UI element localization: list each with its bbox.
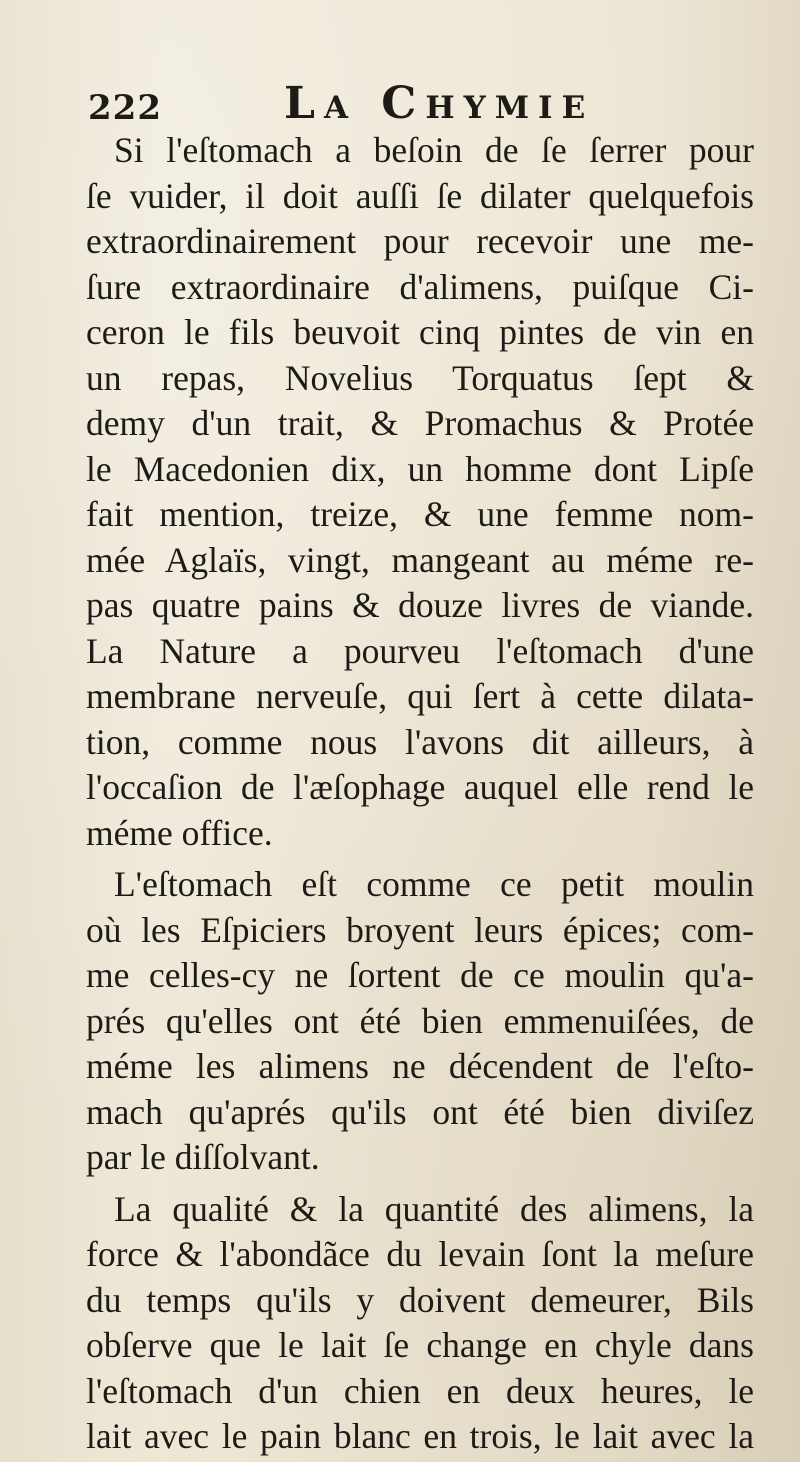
text-line: fait mention, treize, & une femme nom-: [86, 494, 754, 534]
text-line: Si l'eſtomach a beſoin de ſe ſerrer pour: [114, 130, 754, 170]
running-title: La Chymie: [284, 78, 595, 129]
text-line: me celles-cy ne ſortent de ce moulin qu'a-: [86, 955, 754, 995]
text-line: ſure extraordinaire d'alimens, puiſque Ci-: [86, 266, 754, 307]
text-line: mach qu'aprés qu'ils ont été bien diviſez: [86, 1091, 754, 1132]
text-line: où les Eſpiciers broyent leurs épices; com-: [86, 909, 754, 950]
text-line: demy d'un trait, & Promachus & Protée: [86, 403, 754, 443]
text-line: La Nature a pourveu l'eſtomach d'une: [86, 630, 754, 671]
paragraph-2: [86, 862, 754, 1181]
text-line: La qualité & la quantité des alimens, la: [114, 1188, 754, 1229]
text-line: tion, comme nous l'avons dit ailleurs, à: [86, 721, 754, 762]
body-text: [86, 128, 754, 1460]
text-line: par le diſſolvant.: [86, 1137, 320, 1177]
text-line: obſerve que le lait ſe change en chyle dans: [86, 1325, 754, 1365]
text-line: le Macedonien dix, un homme dont Lipſe: [86, 448, 754, 489]
running-head: [88, 78, 748, 134]
text-line: membrane nerveuſe, qui ſert à cette dilata-: [86, 676, 754, 716]
text-line: l'eſtomach d'un chien en deux heures, le: [86, 1370, 754, 1411]
text-line: lait avec le pain blanc en trois, le lait avec la: [86, 1416, 754, 1456]
paragraph-3: [86, 1187, 754, 1460]
text-line: méme les alimens ne décendent de l'eſto-: [86, 1046, 754, 1086]
text-line: extraordinairement pour recevoir une me-: [86, 221, 754, 261]
text-line: un repas, Novelius Torquatus ſept &: [86, 357, 754, 398]
text-line: l'occaſion de l'æſophage auquel elle rend le: [86, 767, 754, 807]
text-line: force & l'abondãce du levain ſont la meſure: [86, 1234, 754, 1274]
text-line: méme office.: [86, 812, 273, 853]
text-line: mée Aglaïs, vingt, mangeant au méme re-: [86, 539, 754, 580]
text-line: du temps qu'ils y doivent demeurer, Bils: [86, 1279, 754, 1320]
paragraph-1: [86, 128, 754, 856]
text-line: L'eſtomach eſt comme ce petit moulin: [114, 864, 754, 904]
text-line: pas quatre pains & douze livres de viande.: [86, 585, 754, 625]
text-line: ſe vuider, il doit auſſi ſe dilater quelquefois: [86, 175, 754, 216]
page-number: 222: [88, 88, 162, 128]
text-line: ceron le fils beuvoit cinq pintes de vin en: [86, 312, 754, 352]
text-line: prés qu'elles ont été bien emmenuiſées, de: [86, 1000, 754, 1041]
